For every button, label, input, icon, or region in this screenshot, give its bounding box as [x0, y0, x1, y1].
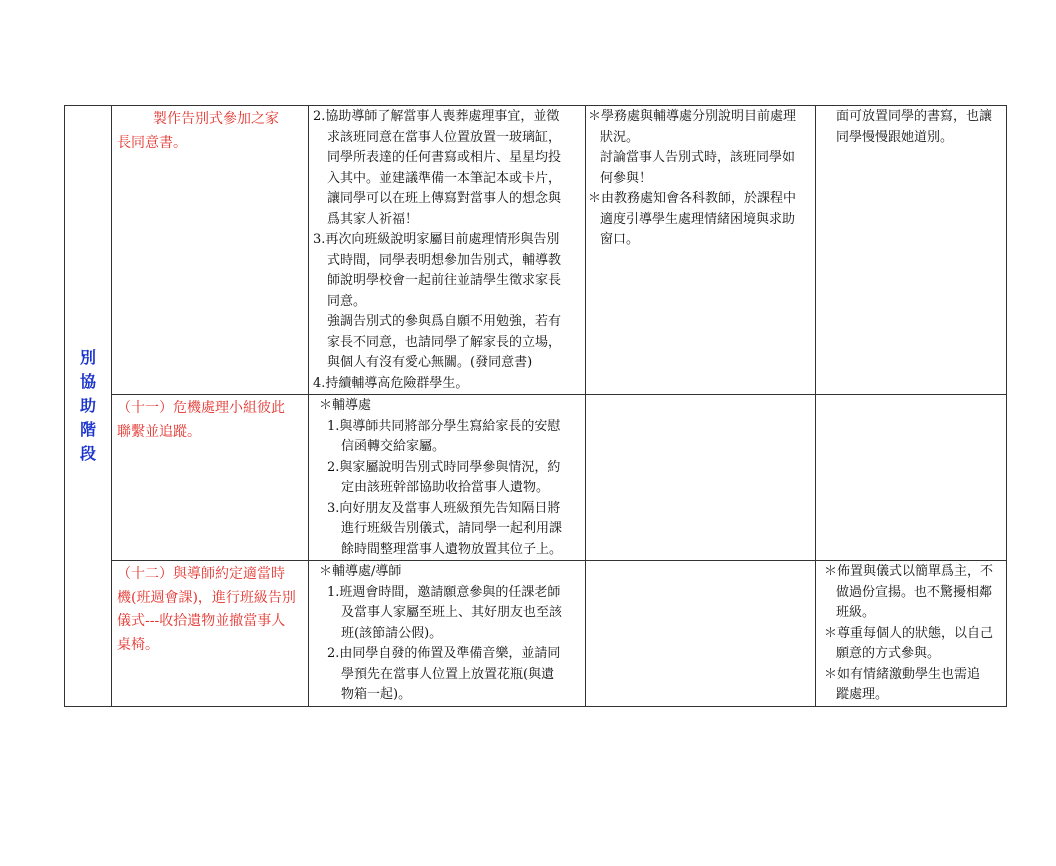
stage-char: 助 — [79, 395, 96, 415]
detail-line: 進行班級告別儀式，請同學一起利用課 — [341, 521, 563, 536]
table-row — [65, 106, 1007, 395]
detail-line: 與個人有沒有愛心無關。(發同意書) — [327, 355, 533, 370]
task-line: 長同意書。 — [117, 134, 187, 151]
detail-line: 2.由同學自發的佈置及準備音樂，並請同 — [327, 646, 561, 661]
detail-line: 3.再次向班級說明家屬目前處理情形與告別 — [313, 232, 560, 247]
coordination-line: ＊由教務處知會各科教師，於課程中 — [588, 191, 797, 206]
note-line: 做過份宣揚。也不驚擾相鄰 — [836, 584, 993, 600]
note-line: ＊如有情緒激動學生也需追 — [824, 666, 981, 682]
note-cell — [816, 561, 1007, 707]
detail-line: 同意。 — [327, 293, 367, 309]
note-line: 班級。 — [836, 605, 876, 620]
detail-line: ＊輔導處 — [319, 398, 372, 413]
detail-line: 班(該節請公假)。 — [341, 625, 443, 641]
detail-line: ＊輔導處/導師 — [319, 564, 402, 579]
coordination-cell — [586, 561, 816, 707]
task-line: 聯繫並追蹤。 — [117, 423, 201, 440]
stage-char: 段 — [79, 443, 96, 463]
stage-char: 別 — [79, 347, 96, 367]
detail-line: 入其中。並建議準備一本筆記本或卡片， — [327, 170, 562, 186]
note-line: ＊佈置與儀式以簡單爲主，不 — [824, 564, 994, 579]
task-line: 儀式---收拾遺物並撤當事人 — [117, 613, 286, 629]
coordination-line: ＊學務處與輔導處分別說明目前處理 — [588, 109, 797, 124]
task-line: 製作告別式參加之家 — [153, 111, 279, 127]
note-line: ＊尊重每個人的狀態，以自己 — [824, 625, 994, 641]
task-line: 機(班週會課)，進行班級告別 — [117, 589, 296, 606]
detail-line: 4.持續輔導高危險群學生。 — [313, 375, 469, 391]
detail-line: 2.與家屬說明告別式時同學參與情況，約 — [327, 459, 561, 475]
detail-line: 同學所表達的任何書寫或相片、星星均投 — [327, 150, 562, 165]
task-line: （十一）危機處理小組彼此 — [117, 400, 285, 416]
detail-line: 定由該班幹部協助收拾當事人遺物。 — [341, 480, 550, 495]
coordination-line: 討論當事人告別式時，該班同學如 — [600, 150, 796, 165]
note-cell — [816, 106, 1007, 395]
detail-line: 讓同學可以在班上傳寫對當事人的想念與 — [327, 191, 562, 206]
detail-line: 3.向好朋友及當事人班級預先告知隔日將 — [327, 500, 561, 516]
detail-line: 餘時間整理當事人遺物放置其位子上。 — [341, 541, 563, 557]
detail-line: 信函轉交給家屬。 — [341, 439, 446, 454]
stage-char: 階 — [79, 419, 96, 439]
detail-cell — [309, 395, 586, 561]
table-row — [65, 561, 1007, 707]
note-line: 面可放置同學的書寫，也讓 — [836, 109, 993, 124]
detail-line: 家長不同意，也請同學了解家長的立場， — [327, 334, 562, 350]
task-line: 桌椅。 — [117, 636, 159, 653]
detail-line: 式時間，同學表明想參加告別式，輔導教 — [327, 252, 562, 268]
detail-line: 1.班週會時間，邀請願意參與的任課老師 — [327, 584, 561, 600]
crisis-procedure-table — [64, 105, 1007, 707]
stage-label-cell — [65, 106, 112, 707]
detail-cell — [309, 561, 586, 707]
coordination-line: 窗口。 — [600, 232, 640, 247]
detail-line: 師說明學校會一起前往並請學生徵求家長 — [327, 273, 562, 288]
coordination-line: 狀況。 — [600, 129, 640, 145]
detail-line: 2.協助導師了解當事人喪葬處理事宜，並徵 — [313, 109, 560, 124]
coordination-cell — [586, 106, 816, 395]
coordination-line: 何參與！ — [600, 170, 653, 186]
task-line: （十二）與導師約定適當時 — [117, 566, 285, 582]
task-cell — [112, 106, 309, 395]
coordination-cell — [586, 395, 816, 561]
note-line: 願意的方式參與。 — [836, 646, 941, 661]
detail-line: 強調告別式的參與爲自願不用勉強，若有 — [327, 314, 562, 329]
detail-line: 爲其家人祈福！ — [327, 211, 419, 227]
detail-line: 1.與導師共同將部分學生寫給家長的安慰 — [327, 418, 561, 434]
note-line: 蹤處理。 — [836, 687, 889, 702]
note-cell — [816, 395, 1007, 561]
detail-line: 及當事人家屬至班上、其好朋友也至該 — [341, 605, 563, 620]
coordination-line: 適度引導學生處理情緒困境與求助 — [600, 211, 796, 227]
note-line: 同學慢慢跟她道別。 — [836, 129, 954, 145]
stage-char: 協 — [79, 371, 96, 391]
task-cell — [112, 395, 309, 561]
detail-line: 學預先在當事人位置上放置花瓶(與遺 — [341, 666, 555, 682]
task-cell — [112, 561, 309, 707]
detail-line: 求該班同意在當事人位置放置一玻璃缸， — [327, 129, 562, 145]
detail-line: 物箱一起)。 — [341, 687, 412, 702]
detail-cell — [309, 106, 586, 395]
table-row — [65, 395, 1007, 561]
